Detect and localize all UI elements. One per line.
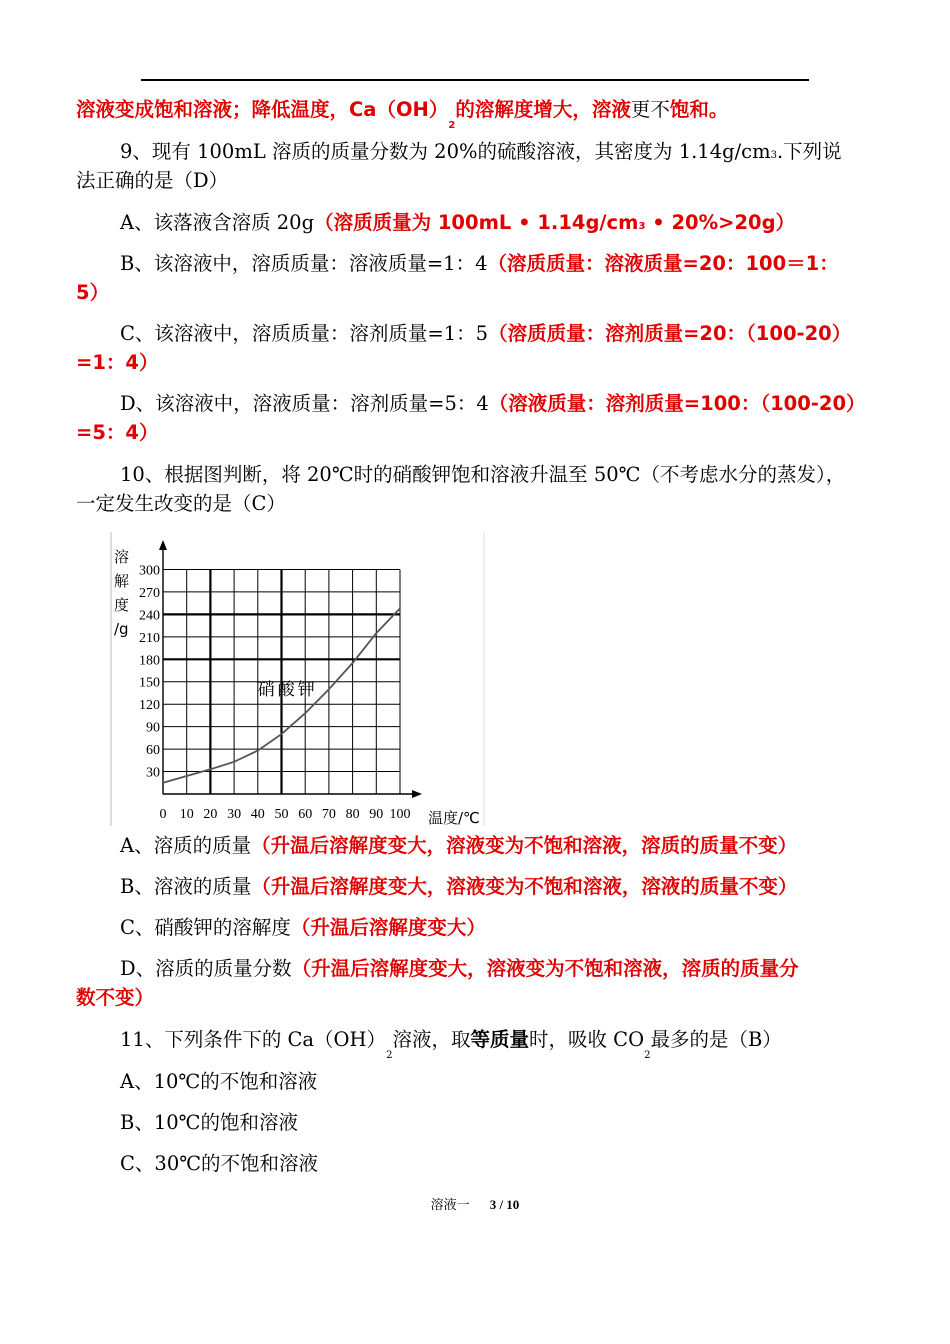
q11-option-b: B、10℃的饱和溶液: [120, 1111, 298, 1134]
continuation-red-1: 溶液变成饱和溶液；降低温度，Ca（OH）: [76, 98, 449, 121]
x-axis-arrow: [412, 790, 422, 798]
q10-option-a-text: A、溶质的质量: [120, 834, 252, 857]
q9-option-a-text: A、该落液含溶质 20g: [120, 211, 315, 234]
solubility-chart-svg: [110, 532, 485, 826]
q9-stem-line1: [120, 138, 900, 170]
q9-option-b-note2: 5）: [76, 281, 110, 304]
q9-option-c-note2: =1：4）: [76, 351, 159, 374]
q9-option-b: [120, 250, 900, 278]
y-axis-label-char: 解: [114, 572, 130, 590]
y-tick-label: 90: [146, 720, 160, 736]
q9-option-b-text: B、该溶液中，溶质质量：溶液质量=1：4: [120, 252, 488, 275]
y-axis-arrow: [159, 540, 167, 550]
q10-option-d-note1: （升温后溶解度变大，溶液变为不饱和溶液，溶质的质量分: [291, 957, 799, 980]
y-tick-label: 150: [139, 675, 160, 691]
page-footer: [0, 1194, 950, 1213]
q9-stem-line2: 法正确的是（D）: [76, 169, 229, 192]
x-tick-label: 60: [298, 807, 313, 822]
q11-option-a: A、10℃的不饱和溶液: [120, 1070, 318, 1093]
q11-stem: [120, 1026, 900, 1061]
q11-stem-a: 11、下列条件下的 Ca（OH）: [120, 1028, 387, 1051]
q10-option-a: [120, 832, 900, 860]
y-tick-label: 300: [139, 563, 160, 579]
footer-doc-title: 溶液一: [430, 1198, 470, 1213]
q9-option-d-note1: （溶液质量：溶剂质量=100：（100-20）: [488, 392, 866, 415]
q10-option-b: [120, 873, 900, 901]
q11-stem-sub2: 2: [644, 1050, 651, 1061]
y-tick-label: 30: [146, 765, 160, 781]
continuation-red-3: 饱和。: [669, 98, 729, 121]
y-tick-label: 180: [139, 653, 160, 669]
x-tick-label: 20: [203, 807, 218, 822]
x-tick-label: 50: [274, 807, 289, 822]
x-axis-label: 温度/℃: [428, 809, 480, 826]
q11-stem-b: 溶液，取: [392, 1028, 471, 1051]
q9-stem-b: .下列说: [776, 140, 842, 163]
q9-stem-sup: 3: [770, 150, 777, 161]
y-tick-label: 240: [139, 608, 160, 624]
q10-option-b-note: （升温后溶解度变大，溶液变为不饱和溶液，溶液的质量不变）: [251, 875, 798, 898]
y-axis-label-char: /g: [114, 620, 129, 638]
continuation-red-2: 的溶解度增大，溶液: [455, 98, 631, 121]
q11-stem-c: 时，吸收 CO: [528, 1028, 645, 1051]
x-tick-label: 70: [321, 807, 336, 822]
q10-option-c-text: C、硝酸钾的溶解度: [120, 916, 291, 939]
x-tick-label: 40: [250, 807, 265, 822]
y-tick-label: 210: [139, 630, 160, 646]
q10-option-a-note: （升温后溶解度变大，溶液变为不饱和溶液，溶质的质量不变）: [251, 834, 798, 857]
y-axis-label-char: 度: [114, 596, 130, 614]
q11-option-c: C、30℃的不饱和溶液: [120, 1152, 319, 1175]
header-rule: [141, 79, 809, 81]
q11-stem-bold: 等质量: [470, 1028, 529, 1051]
q9-option-a: [120, 209, 900, 241]
q10-stem-line1: 10、根据图判断，将 20℃时的硝酸钾饱和溶液升温至 50℃（不考虑水分的蒸发），: [120, 463, 846, 486]
q9-option-c-text: C、该溶液中，溶质质量：溶剂质量=1：5: [120, 322, 489, 345]
q9-stem-a: 9、现有 100mL 溶质的质量分数为 20%的硫酸溶液，其密度为 1.14g/cm: [120, 140, 771, 163]
x-tick-label: 80: [345, 807, 360, 822]
continuation-line: [76, 96, 896, 131]
y-axis-label-char: 溶: [114, 548, 130, 566]
y-tick-label: 60: [146, 743, 160, 759]
q9-option-a-note-a: （溶质质量为 100mL • 1.14g/cm: [314, 211, 639, 234]
x-tick-label: 90: [369, 807, 384, 822]
q10-option-d: [120, 955, 900, 983]
x-tick-label: 30: [227, 807, 242, 822]
continuation-subscript: 2: [448, 120, 456, 131]
q9-option-a-note-sup: 3: [638, 221, 646, 232]
q10-option-b-text: B、溶液的质量: [120, 875, 252, 898]
x-tick-label: 0: [159, 807, 167, 822]
q11-stem-d: 最多的是（B）: [650, 1028, 782, 1051]
solubility-chart: [110, 532, 485, 826]
continuation-black: 更不: [630, 98, 670, 121]
q9-option-b-note1: （溶质质量：溶液质量=20：100＝1：: [487, 252, 839, 275]
x-tick-label: 100: [389, 807, 411, 822]
q9-option-d-note2: =5：4）: [76, 421, 159, 444]
q11-stem-sub1: 2: [386, 1050, 393, 1061]
footer-page-number: 3 / 10: [489, 1197, 520, 1212]
q10-stem-line2: 一定发生改变的是（C）: [76, 492, 286, 515]
y-tick-label: 120: [139, 698, 160, 714]
y-tick-label: 270: [139, 585, 160, 601]
q9-option-c: [120, 320, 900, 348]
q9-option-c-note1: （溶质质量：溶剂质量=20：（100-20）: [488, 322, 852, 345]
q10-option-d-text: D、溶质的质量分数: [120, 957, 292, 980]
q10-option-d-note2: 数不变）: [76, 986, 155, 1009]
x-tick-label: 10: [179, 807, 194, 822]
q9-option-d-text: D、该溶液中，溶液质量：溶剂质量=5：4: [120, 392, 489, 415]
q9-option-d: [120, 390, 900, 418]
q9-option-a-note-b: • 20%>20g）: [645, 211, 796, 234]
q10-option-c: [120, 914, 900, 942]
q10-option-c-note: （升温后溶解度变大）: [290, 916, 486, 939]
curve-annotation: 硝酸钾: [257, 680, 318, 701]
